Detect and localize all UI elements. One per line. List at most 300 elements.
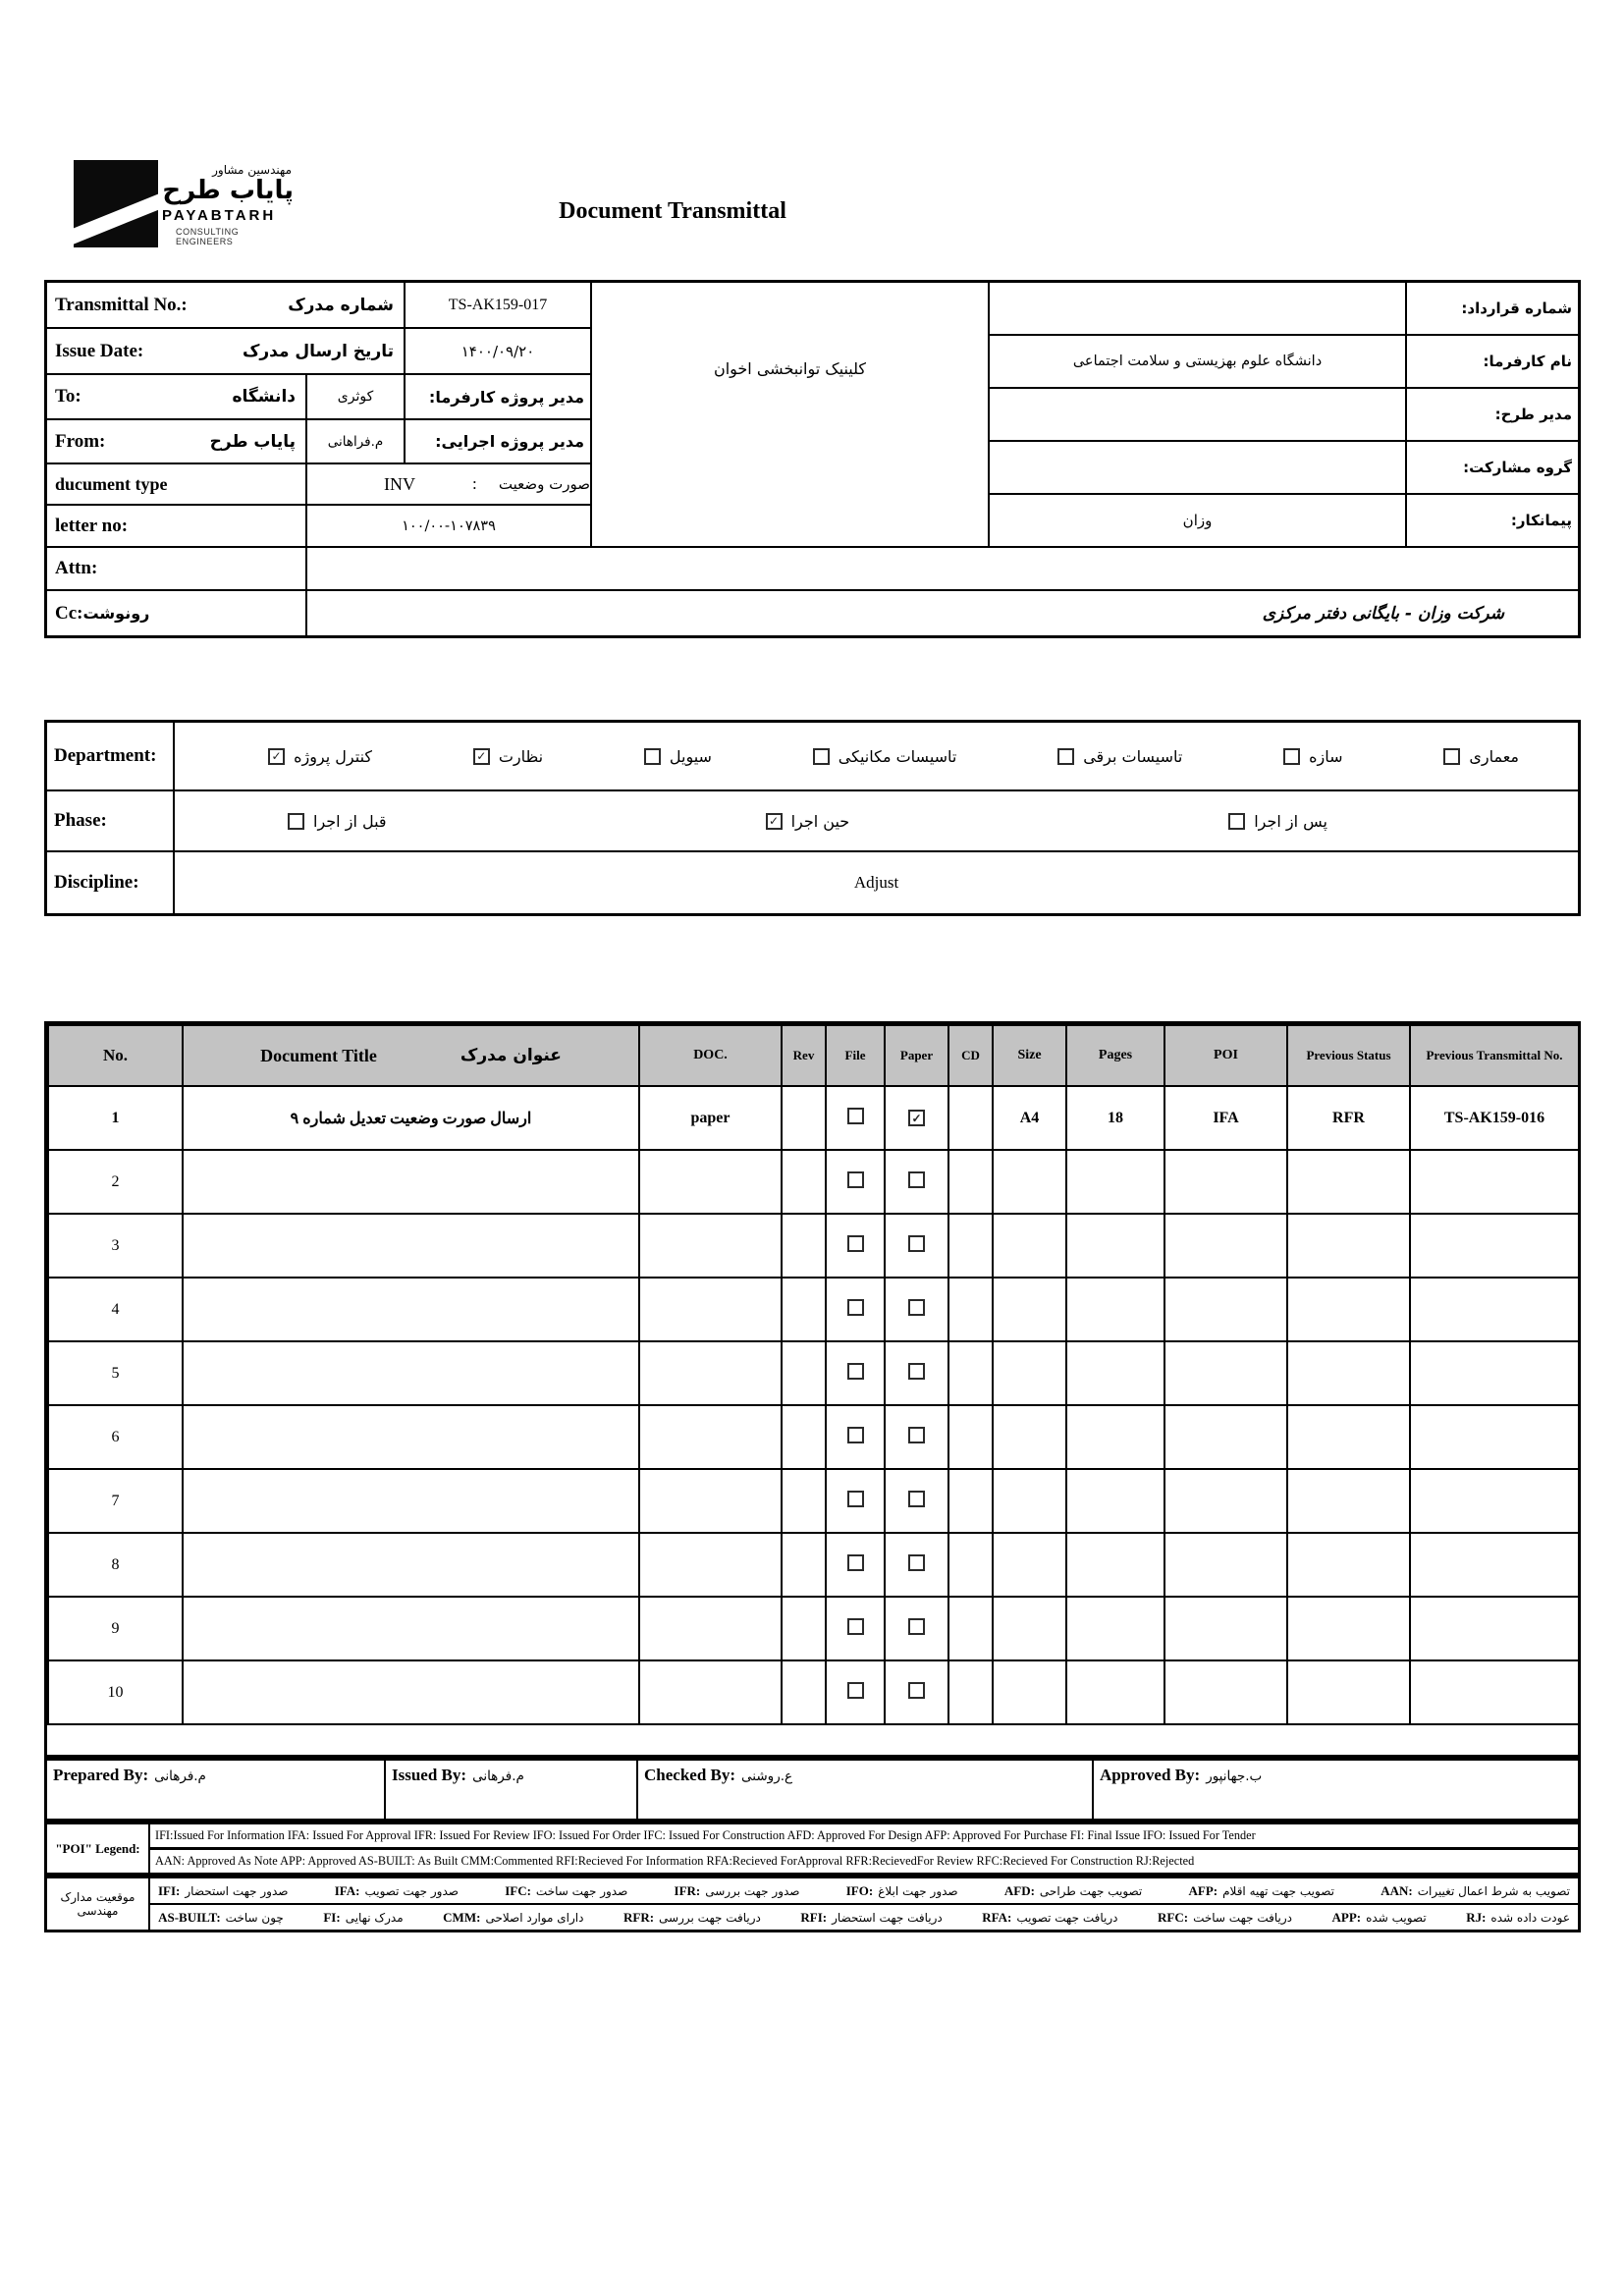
discipline-value: Adjust <box>853 873 899 892</box>
col-title-fa: عنوان مدرک <box>460 1046 562 1065</box>
fa-legend-tag: IFC: <box>505 1882 531 1898</box>
document-cell-paper <box>885 1597 948 1660</box>
letter-no-label: letter no: <box>55 515 129 536</box>
fa-legend-item <box>846 1883 958 1899</box>
document-cell-prev-status <box>1287 1405 1410 1469</box>
document-cell-pages <box>1066 1278 1164 1341</box>
fa-legend-tag: CMM: <box>443 1909 481 1925</box>
fa-legend-item <box>323 1910 403 1926</box>
checkbox-unchecked[interactable] <box>908 1299 925 1316</box>
document-cell-title <box>183 1660 639 1724</box>
checkbox-unchecked[interactable] <box>288 813 304 830</box>
checked-by-name: ع.روشنی <box>741 1768 793 1784</box>
checkbox-unchecked[interactable] <box>847 1682 864 1699</box>
document-cell-poi <box>1164 1660 1287 1724</box>
checkbox-checked[interactable] <box>268 748 285 765</box>
page-title: Document Transmittal <box>559 198 786 224</box>
brand-en-name: PAYABTARH <box>162 206 277 224</box>
document-cell-cd <box>948 1405 993 1469</box>
documents-header-row <box>48 1025 1579 1086</box>
document-cell-no: 6 <box>48 1405 183 1469</box>
from-person: م.فراهانی <box>307 420 406 464</box>
doctype-value-fa: صورت وضعیت <box>498 475 590 493</box>
checkbox-unchecked[interactable] <box>847 1491 864 1507</box>
document-cell-doc <box>639 1469 782 1533</box>
client-name-label: نام کارفرما: <box>1407 336 1578 389</box>
fa-legend-text: چون ساخت <box>225 1910 284 1925</box>
document-cell-no: 7 <box>48 1469 183 1533</box>
transmittal-no-label-fa: شماره مدرک <box>288 295 394 315</box>
attn-label: Attn: <box>55 558 98 578</box>
document-row <box>48 1214 1579 1278</box>
phase-option <box>766 812 850 831</box>
fa-legend-text: صدور جهت بررسی <box>705 1883 800 1898</box>
checkbox-checked[interactable] <box>908 1110 925 1126</box>
fa-legend-item <box>505 1883 627 1899</box>
document-cell-prev-status <box>1287 1597 1410 1660</box>
document-cell-no: 1 <box>48 1086 183 1150</box>
document-cell-prev-transmittal: TS-AK159-016 <box>1410 1086 1579 1150</box>
document-cell-paper <box>885 1405 948 1469</box>
document-cell-doc: paper <box>639 1086 782 1150</box>
document-cell-file <box>826 1597 885 1660</box>
client-name-value: دانشگاه علوم بهزیستی و سلامت اجتماعی <box>990 336 1407 389</box>
fa-legend-text: دارای موارد اصلاحی <box>485 1910 584 1925</box>
document-cell-pages: 18 <box>1066 1086 1164 1150</box>
fa-legend-tag: AFD: <box>1003 1882 1035 1898</box>
prepared-by-cell <box>47 1761 386 1819</box>
col-paper: Paper <box>885 1025 948 1086</box>
checkbox-unchecked[interactable] <box>908 1618 925 1635</box>
checkbox-unchecked[interactable] <box>644 748 661 765</box>
cc-value-cell <box>307 591 1578 635</box>
document-cell-cd <box>948 1660 993 1724</box>
approved-by-label: Approved By: <box>1100 1766 1201 1784</box>
from-cell <box>47 420 307 464</box>
doctype-label: ducument type <box>55 473 168 494</box>
document-cell-no: 4 <box>48 1278 183 1341</box>
col-pages: Pages <box>1066 1025 1164 1086</box>
fa-legend-item <box>1004 1883 1142 1899</box>
document-cell-rev <box>782 1660 826 1724</box>
checkbox-unchecked[interactable] <box>847 1363 864 1380</box>
document-cell-size <box>993 1405 1066 1469</box>
document-cell-title <box>183 1469 639 1533</box>
poi-legend-label: "POI" Legend: <box>47 1824 150 1873</box>
document-cell-rev <box>782 1469 826 1533</box>
info-table <box>44 280 1581 638</box>
checkbox-unchecked[interactable] <box>847 1171 864 1188</box>
document-row <box>48 1341 1579 1405</box>
fa-legend-item <box>158 1883 288 1899</box>
document-cell-doc <box>639 1597 782 1660</box>
col-title-en: Document Title <box>260 1045 377 1065</box>
jv-label: گروه مشارکت: <box>1407 442 1578 495</box>
document-cell-rev <box>782 1405 826 1469</box>
document-cell-prev-transmittal <box>1410 1405 1579 1469</box>
checkbox-unchecked[interactable] <box>908 1363 925 1380</box>
checkbox-unchecked[interactable] <box>813 748 830 765</box>
document-row <box>48 1150 1579 1214</box>
fa-legend-tag: IFR: <box>674 1882 701 1898</box>
fa-legend-tag: FI: <box>323 1909 341 1925</box>
document-cell-pages <box>1066 1405 1164 1469</box>
jv-value-cell <box>990 442 1407 495</box>
fa-legend-tag: AFP: <box>1188 1882 1218 1898</box>
checkbox-unchecked[interactable] <box>908 1235 925 1252</box>
phase-option-label: حین اجرا <box>790 811 850 831</box>
checkbox-unchecked[interactable] <box>908 1491 925 1507</box>
checkbox-unchecked[interactable] <box>847 1235 864 1252</box>
fa-legend-tag: IFI: <box>158 1882 181 1898</box>
from-label: From: <box>55 430 106 452</box>
document-cell-doc <box>639 1150 782 1214</box>
phase-label: Phase: <box>54 810 107 831</box>
doctype-value-en: INV <box>384 473 415 494</box>
document-row <box>48 1405 1579 1469</box>
document-cell-title <box>183 1597 639 1660</box>
department-option <box>1283 747 1342 766</box>
document-cell-title <box>183 1278 639 1341</box>
doctype-label-cell <box>47 464 307 506</box>
document-cell-rev <box>782 1597 826 1660</box>
document-row <box>48 1660 1579 1724</box>
fa-legend-item <box>1158 1910 1292 1926</box>
fa-legend-text: دریافت جهت استحضار <box>832 1910 943 1925</box>
fa-legend-text: صدور جهت تصویب <box>364 1883 459 1898</box>
document-cell-title <box>183 1150 639 1214</box>
col-title <box>183 1025 639 1086</box>
document-cell-size <box>993 1597 1066 1660</box>
document-cell-size <box>993 1660 1066 1724</box>
document-cell-prev-transmittal <box>1410 1214 1579 1278</box>
document-cell-doc <box>639 1278 782 1341</box>
document-cell-file <box>826 1278 885 1341</box>
issued-by-cell <box>386 1761 638 1819</box>
cc-label-cell <box>47 591 307 635</box>
document-cell-rev <box>782 1214 826 1278</box>
document-cell-size <box>993 1533 1066 1597</box>
col-no: No. <box>48 1025 183 1086</box>
document-cell-prev-transmittal <box>1410 1469 1579 1533</box>
document-cell-size <box>993 1150 1066 1214</box>
fa-legend-text: عودت داده شده <box>1490 1910 1570 1925</box>
fa-legend-item <box>1380 1883 1570 1899</box>
document-cell-poi <box>1164 1278 1287 1341</box>
document-cell-paper <box>885 1150 948 1214</box>
document-cell-size <box>993 1214 1066 1278</box>
department-option-label: معماری <box>1469 746 1519 766</box>
document-cell-rev <box>782 1278 826 1341</box>
fa-legend-tag: RFA: <box>982 1909 1012 1925</box>
fa-legend-item <box>675 1883 800 1899</box>
fa-legend-text: مدرک نهایی <box>345 1910 404 1925</box>
document-cell-poi <box>1164 1150 1287 1214</box>
fa-legend-text: تصویب به شرط اعمال تغییرات <box>1417 1883 1570 1898</box>
document-cell-poi <box>1164 1469 1287 1533</box>
phase-option-label: پس از اجرا <box>1254 811 1327 831</box>
fa-legend-item <box>443 1910 583 1926</box>
document-cell-title <box>183 1341 639 1405</box>
document-row <box>48 1278 1579 1341</box>
checkbox-unchecked[interactable] <box>847 1299 864 1316</box>
design-manager-value-cell <box>990 389 1407 442</box>
col-prev-status: Previous Status <box>1287 1025 1410 1086</box>
checkbox-unchecked[interactable] <box>908 1554 925 1571</box>
fa-legend-text: تصویب شده <box>1366 1910 1427 1925</box>
document-cell-prev-status <box>1287 1341 1410 1405</box>
document-cell-prev-status <box>1287 1278 1410 1341</box>
document-cell-file <box>826 1660 885 1724</box>
fa-legend <box>44 1876 1581 1932</box>
fa-legend-item <box>1466 1910 1570 1926</box>
document-cell-cd <box>948 1278 993 1341</box>
col-size: Size <box>993 1025 1066 1086</box>
document-cell-prev-transmittal <box>1410 1341 1579 1405</box>
document-cell-prev-status <box>1287 1469 1410 1533</box>
document-cell-paper <box>885 1660 948 1724</box>
contract-no-label: شماره قرارداد: <box>1407 283 1578 336</box>
document-cell-file <box>826 1469 885 1533</box>
fa-legend-tag: AS-BUILT: <box>158 1909 221 1925</box>
document-cell-size <box>993 1278 1066 1341</box>
doctype-value-cell <box>307 464 592 506</box>
document-cell-prev-transmittal <box>1410 1533 1579 1597</box>
document-row <box>48 1086 1579 1150</box>
department-option-label: تاسیسات مکانیکی <box>838 746 957 766</box>
document-cell-size: A4 <box>993 1086 1066 1150</box>
project-name: کلینیک توانبخشی اخوان <box>713 359 867 378</box>
document-cell-no: 2 <box>48 1150 183 1214</box>
document-cell-poi <box>1164 1341 1287 1405</box>
fa-legend-text: صدور جهت استحضار <box>185 1883 289 1898</box>
department-option-label: کنترل پروژه <box>294 746 373 766</box>
document-cell-rev <box>782 1150 826 1214</box>
document-cell-paper <box>885 1214 948 1278</box>
department-table <box>44 720 1581 916</box>
transmittal-no-label-cell <box>47 283 406 329</box>
poi-legend <box>44 1822 1581 1876</box>
department-option-label: سازه <box>1309 746 1343 766</box>
transmittal-no-label-en: Transmittal No.: <box>55 294 188 315</box>
checkbox-unchecked[interactable] <box>908 1682 925 1699</box>
fa-legend-row2 <box>150 1905 1578 1930</box>
col-prev-transmittal: Previous Transmittal No. <box>1410 1025 1579 1086</box>
fa-legend-row1 <box>150 1878 1578 1905</box>
document-cell-file <box>826 1150 885 1214</box>
fa-legend-item <box>800 1910 942 1926</box>
document-cell-prev-status <box>1287 1214 1410 1278</box>
fa-legend-text: تصویب جهت تهیه اقلام <box>1222 1883 1334 1898</box>
document-cell-cd <box>948 1597 993 1660</box>
department-option <box>1057 747 1182 766</box>
col-cd: CD <box>948 1025 993 1086</box>
letter-no-value: ۱۰۰/۰۰-۱۰۷۸۳۹ <box>307 506 592 548</box>
document-cell-no: 9 <box>48 1597 183 1660</box>
fa-legend-tag: RFR: <box>623 1909 655 1925</box>
phase-label-cell <box>47 791 175 852</box>
phase-option <box>1228 812 1327 831</box>
contract-no-value-cell <box>990 283 1407 336</box>
issue-date-label-cell <box>47 329 406 375</box>
fa-legend-item <box>1332 1910 1427 1926</box>
department-option <box>644 747 712 766</box>
department-options-row <box>175 723 1578 791</box>
document-cell-doc <box>639 1341 782 1405</box>
fa-legend-tag: RFI: <box>800 1909 828 1925</box>
fa-legend-tag: RFC: <box>1158 1909 1189 1925</box>
col-poi: POI <box>1164 1025 1287 1086</box>
document-cell-doc <box>639 1405 782 1469</box>
document-cell-cd <box>948 1341 993 1405</box>
cc-value: شرکت وزان - بایگانی دفتر مرکزی <box>1262 603 1504 624</box>
department-option <box>473 747 543 766</box>
checkbox-unchecked[interactable] <box>1228 813 1245 830</box>
document-cell-size <box>993 1469 1066 1533</box>
department-option-label: سیویل <box>669 746 712 766</box>
document-cell-cd <box>948 1533 993 1597</box>
document-cell-title: ارسال صورت وضعیت تعدیل شماره ۹ <box>183 1086 639 1150</box>
doctype-colon: : <box>472 474 477 493</box>
fa-legend-item <box>982 1910 1117 1926</box>
issue-date-value: ۱۴۰۰/۰۹/۲۰ <box>406 329 592 375</box>
document-cell-paper <box>885 1278 948 1341</box>
attn-value-cell <box>307 548 1578 591</box>
brand-fa-name: پایاب طرح <box>162 176 294 205</box>
document-cell-no: 5 <box>48 1341 183 1405</box>
project-name-cell <box>592 283 990 548</box>
to-value: دانشگاه <box>232 387 296 407</box>
table-footer-blank <box>47 1725 1578 1757</box>
prepared-by-label: Prepared By: <box>53 1766 149 1784</box>
checkbox-checked[interactable] <box>473 748 490 765</box>
cc-label-en: Cc: <box>55 602 83 624</box>
document-cell-size <box>993 1341 1066 1405</box>
fa-legend-text: صدور جهت ابلاغ <box>878 1883 958 1898</box>
document-cell-poi <box>1164 1597 1287 1660</box>
checkbox-unchecked[interactable] <box>1283 748 1300 765</box>
checkbox-unchecked[interactable] <box>1443 748 1460 765</box>
checkbox-checked[interactable] <box>766 813 783 830</box>
fa-legend-text: دریافت جهت بررسی <box>659 1910 761 1925</box>
document-row <box>48 1469 1579 1533</box>
document-cell-title <box>183 1533 639 1597</box>
document-cell-pages <box>1066 1341 1164 1405</box>
document-cell-poi <box>1164 1405 1287 1469</box>
contractor-value: وزان <box>990 495 1407 548</box>
document-cell-pages <box>1066 1533 1164 1597</box>
design-manager-label: مدیر طرح: <box>1407 389 1578 442</box>
exec-pm-label: مدیر پروژه اجرایی: <box>406 420 592 464</box>
phase-option <box>288 812 387 831</box>
document-row <box>48 1533 1579 1597</box>
approved-by-cell <box>1094 1761 1578 1819</box>
issued-by-name: م.فرهانی <box>472 1768 524 1784</box>
checkbox-unchecked[interactable] <box>847 1108 864 1124</box>
document-cell-no: 10 <box>48 1660 183 1724</box>
discipline-label-cell <box>47 852 175 913</box>
department-option <box>268 747 372 766</box>
department-option <box>813 747 957 766</box>
signatures-row <box>44 1758 1581 1822</box>
document-cell-poi <box>1164 1533 1287 1597</box>
fa-legend-text: دریافت جهت تصویب <box>1016 1910 1118 1925</box>
col-rev: Rev <box>782 1025 826 1086</box>
document-cell-poi <box>1164 1214 1287 1278</box>
issue-date-label-en: Issue Date: <box>55 340 144 361</box>
phase-options-row <box>175 791 1578 852</box>
department-label: Department: <box>54 745 157 766</box>
checkbox-unchecked[interactable] <box>908 1171 925 1188</box>
documents-table-container <box>44 1021 1581 1758</box>
brand-en-subtitle: CONSULTING ENGINEERS <box>176 226 240 246</box>
document-cell-rev <box>782 1086 826 1150</box>
cc-label-fa: رونوشت <box>82 604 150 623</box>
checkbox-unchecked[interactable] <box>847 1618 864 1635</box>
fa-legend-tag: IFA: <box>334 1882 360 1898</box>
document-cell-file <box>826 1405 885 1469</box>
contractor-label: پیمانکار: <box>1407 495 1578 548</box>
from-value: پایاب طرح <box>209 431 296 452</box>
document-cell-paper <box>885 1469 948 1533</box>
poi-legend-line2: AAN: Approved As Note APP: Approved AS-BUILT: As Built CMM:Commented RFI:Recieved For Information RFA:Recieved ForApproval RFR:RecievedFor Review RFC:Recieved For Construction RJ:Rejected <box>155 1854 1195 1868</box>
checkbox-unchecked[interactable] <box>847 1554 864 1571</box>
poi-legend-line1: IFI:Issued For Information IFA: Issued For Approval IFR: Issued For Review IFO: Issued For Order IFC: Issued For Construction AFD: Approved For Design AFP: Approved For Purchase FI: Final Issue IFO: Issued For Tender <box>150 1824 1578 1850</box>
discipline-label: Discipline: <box>54 872 139 893</box>
to-label: To: <box>55 386 81 407</box>
to-person: کوثری <box>307 375 406 420</box>
to-cell <box>47 375 307 420</box>
fa-legend-text: تصویب جهت طراحی <box>1039 1883 1143 1898</box>
checked-by-label: Checked By: <box>644 1766 736 1784</box>
client-pm-label: مدیر پروژه کارفرما: <box>406 375 592 420</box>
document-cell-prev-transmittal <box>1410 1597 1579 1660</box>
document-cell-prev-status: RFR <box>1287 1086 1410 1150</box>
col-file: File <box>826 1025 885 1086</box>
document-cell-cd <box>948 1469 993 1533</box>
transmittal-no-value: TS-AK159-017 <box>406 283 592 329</box>
checkbox-unchecked[interactable] <box>908 1427 925 1443</box>
document-cell-file <box>826 1533 885 1597</box>
attn-label-cell <box>47 548 307 591</box>
checkbox-unchecked[interactable] <box>1057 748 1074 765</box>
phase-option-label: قبل از اجرا <box>313 811 387 831</box>
fa-legend-item <box>1189 1883 1334 1899</box>
document-cell-rev <box>782 1341 826 1405</box>
document-cell-no: 8 <box>48 1533 183 1597</box>
department-option <box>1443 747 1519 766</box>
documents-table <box>47 1024 1580 1725</box>
fa-legend-tag: RJ: <box>1466 1909 1487 1925</box>
document-cell-pages <box>1066 1597 1164 1660</box>
checkbox-unchecked[interactable] <box>847 1427 864 1443</box>
issue-date-label-fa: تاریخ ارسال مدرک <box>242 341 394 361</box>
document-row <box>48 1597 1579 1660</box>
fa-legend-item <box>335 1883 459 1899</box>
fa-legend-item <box>623 1910 761 1926</box>
prepared-by-name: م.فرهانی <box>154 1768 206 1784</box>
document-cell-cd <box>948 1086 993 1150</box>
document-cell-file <box>826 1341 885 1405</box>
document-cell-title <box>183 1405 639 1469</box>
document-cell-prev-status <box>1287 1660 1410 1724</box>
fa-legend-text: صدور جهت ساخت <box>535 1883 628 1898</box>
checked-by-cell <box>638 1761 1094 1819</box>
document-cell-pages <box>1066 1660 1164 1724</box>
fa-legend-label: موقعیت مدارک مهندسی <box>47 1878 150 1930</box>
document-cell-file <box>826 1086 885 1150</box>
letter-no-label-cell <box>47 506 307 548</box>
